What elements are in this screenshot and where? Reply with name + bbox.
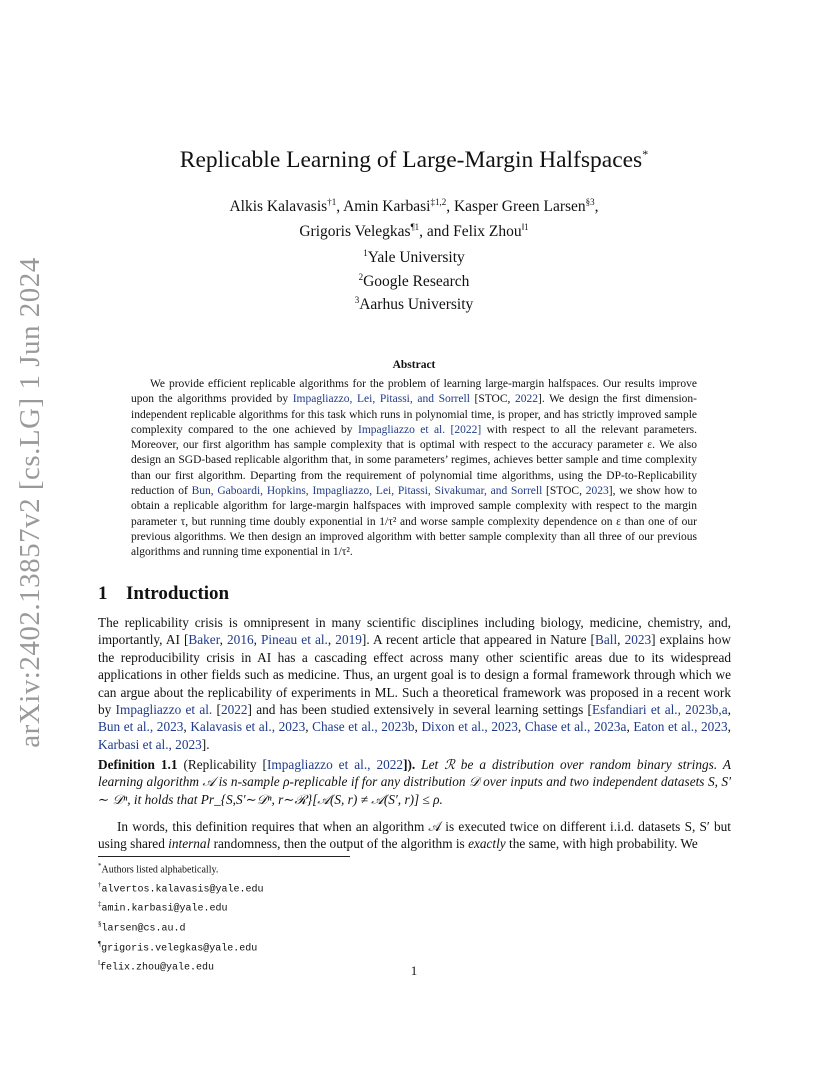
citation-link[interactable]: Bun, Gaboardi, Hopkins, Impagliazzo, Lei, Pitassi, Sivakumar, and Sorrell xyxy=(191,485,543,498)
email-link[interactable]: larsen@cs.au.d xyxy=(101,923,186,935)
author: Grigoris Velegkas$^{\P 1}$ xyxy=(299,222,420,241)
citation-link[interactable]: Impagliazzo et al., 2022 xyxy=(267,757,404,772)
email-link[interactable]: alvertos.kalavasis@yale.edu xyxy=(101,883,264,895)
citation-link[interactable]: Ball xyxy=(594,632,618,648)
footnote: *Authors listed alphabetically. xyxy=(98,862,219,876)
citation-link[interactable]: Bun et al., 2023 xyxy=(98,719,184,735)
email-link[interactable]: amin.karbasi@yale.edu xyxy=(101,903,228,915)
footnotes xyxy=(98,859,264,976)
title-text: Replicable Learning of Large-Margin Halfspaces xyxy=(179,147,643,173)
definition-block: Definition 1.1 (Replicability [Impagliazzo et al., 2022]). Let ℛ be a distribution over random binary strings. A learning algorithm 𝒜 is n-sample ρ-replicable if for any distribution 𝒟 over inputs and two independent datasets S, S′ ∼ 𝒟ⁿ, it holds that Pr_{S,S′∼𝒟ⁿ, r∼ℛ}[𝒜(S, r) ≠ 𝒜(S′, r)] ≤ ρ. xyxy=(98,757,732,807)
definition-label: Definition 1.1 xyxy=(98,757,178,772)
section-number: 1 xyxy=(98,583,108,604)
author: Kasper Green Larsen$^{\S 3}$ xyxy=(453,197,595,216)
footnote: ‖felix.zhou@yale.edu xyxy=(98,959,214,974)
affiliation: $^1$Yale University xyxy=(363,248,465,267)
footnote: ¶grigoris.velegkas@yale.edu xyxy=(98,939,258,954)
body-paragraph: In words, this definition requires that when an algorithm 𝒜 is executed twice on different i.i.d. datasets S, S′ but using shared internal randomness, then the output of the algorithm is exactly the same, with high probability. We xyxy=(98,819,731,852)
email-link[interactable]: felix.zhou@yale.edu xyxy=(99,962,214,974)
citation-link[interactable]: 2022 xyxy=(515,393,539,406)
footnote: †alvertos.kalavasis@yale.edu xyxy=(98,880,264,895)
citation-link[interactable]: Eaton et al., 2023 xyxy=(633,719,728,735)
citation-link[interactable]: Kalavasis et al., 2023 xyxy=(190,719,306,735)
section-heading xyxy=(98,583,229,605)
abstract-heading: Abstract xyxy=(392,359,436,371)
citation-link[interactable]: 2022 xyxy=(220,702,248,718)
affiliation: $^3$Aarhus University xyxy=(354,295,474,314)
citation-link[interactable]: Pineau et al. xyxy=(261,632,328,648)
citation-link[interactable]: Baker xyxy=(188,632,220,648)
author: Amin Karbasi$^{\ddagger 1,2}$ xyxy=(343,197,447,216)
citation-link[interactable]: Chase et al., 2023b xyxy=(312,719,415,735)
page-number: 1 xyxy=(410,963,418,978)
citation-link[interactable]: Esfandiari et al., 2023b,a xyxy=(591,702,728,718)
abstract-body: We provide efficient replicable algorithms for the problem of learning large-margin halfspaces. Our results improve upon the algorithms provided by Impagliazzo, Lei, Pitassi, and Sorrell [STOC, 2022]. We design the first dimension-independent replicable algorithms for this task which runs in polynomial time, is proper, and has strictly improved sample complexity compared to the one achieved by Impagliazzo et al. [2022] with respect to all the relevant parameters. Moreover, our first algorithm has sample complexity that is optimal with respect to the accuracy parameter ε. We also design an SGD-based replicable algorithm that, in some parameters’ regimes, achieves better sample and time complexity than our first algorithm. Departing from the requirement of polynomial time algorithms, using the DP-to-Replicability reduction of Bun, Gaboardi, Hopkins, Impagliazzo, Lei, Pitassi, Sivakumar, and Sorrell [STOC, 2023], we show how to obtain a replicable algorithm for large-margin halfspaces with improved sample complexity with respect to the margin parameter τ, but running time doubly exponential in 1/τ² and worse sample complexity dependence on ε than one of our previous algorithms. We then design an improved algorithm with better sample complexity than all three of our previous algorithms and running time exponential in 1/τ². xyxy=(131,378,697,559)
title-footnote-mark: * xyxy=(642,147,649,162)
intro-paragraph: The replicability crisis is omnipresent in many scientific disciplines including biology, medicine, chemistry, and, importantly, AI [Baker, 2016, Pineau et al., 2019]. A recent article that appeared in Nature [Ball, 2023] explains how the reproducibility crisis in AI has a cascading effect across many other scientific areas due to its widespread applications in other fields such as medicine. Thus, an urgent goal is to design a formal framework through which we can argue about the replicability of experiments in ML. Such a theoretical framework was proposed in a recent work by Impagliazzo et al. [2022] and has been studied extensively in several learning settings [Esfandiari et al., 2023b,a, Bun et al., 2023, Kalavasis et al., 2023, Chase et al., 2023b, Dixon et al., 2023, Chase et al., 2023a, Eaton et al., 2023, Karbasi et al., 2023]. xyxy=(98,615,731,752)
citation-link[interactable]: 2016 xyxy=(227,632,254,648)
citation-link[interactable]: Impagliazzo et al. xyxy=(115,702,213,718)
footnote: §larsen@cs.au.d xyxy=(98,919,186,935)
author: Felix Zhou$^{‖1}$ xyxy=(453,222,529,241)
citation-link[interactable]: Chase et al., 2023a xyxy=(524,719,627,735)
affiliations xyxy=(0,244,828,315)
citation-link[interactable]: Dixon et al., 2023 xyxy=(421,719,518,735)
citation-link[interactable]: Impagliazzo, Lei, Pitassi, and Sorrell xyxy=(292,393,470,406)
citation-link[interactable]: 2023 xyxy=(624,632,652,648)
footnote: ‡amin.karbasi@yale.edu xyxy=(98,900,228,915)
section-title: Introduction xyxy=(126,583,230,604)
affiliation: $^2$Google Research xyxy=(358,271,470,290)
citation-link[interactable]: 2019 xyxy=(335,632,362,648)
arxiv-id-text: arXiv:2402.13857v2 [cs.LG] 1 Jun 2024 xyxy=(13,256,46,748)
citation-link[interactable]: 2023 xyxy=(585,485,609,498)
definition-text: Let ℛ be a distribution over random binary strings. A learning algorithm 𝒜 is n-sample ρ-replicable if for any distribution 𝒟 over inputs and two independent datasets S, S′ ∼ 𝒟ⁿ, it holds that Pr_{S,S′∼𝒟ⁿ, r∼ℛ}[𝒜(S, r) ≠ 𝒜(S′, r)] ≤ ρ. xyxy=(98,757,732,807)
footnote-rule xyxy=(98,856,350,857)
arxiv-identifier xyxy=(10,256,50,748)
citation-link[interactable]: Impagliazzo et al. [2022] xyxy=(357,423,482,436)
email-link[interactable]: grigoris.velegkas@yale.edu xyxy=(101,942,258,954)
citation-link[interactable]: Karbasi et al., 2023 xyxy=(98,736,202,752)
author-list: Alkis Kalavasis$^{\dagger 1}$, Amin Karbasi$^{\ddagger 1,2}$, Kasper Green Larsen$^{\S 3}$, Grigoris Velegkas$^{\P 1}$, and Felix Zhou$^{‖1}$ xyxy=(229,197,599,241)
paper-title xyxy=(0,147,828,174)
author: Alkis Kalavasis$^{\dagger 1}$ xyxy=(229,197,337,216)
